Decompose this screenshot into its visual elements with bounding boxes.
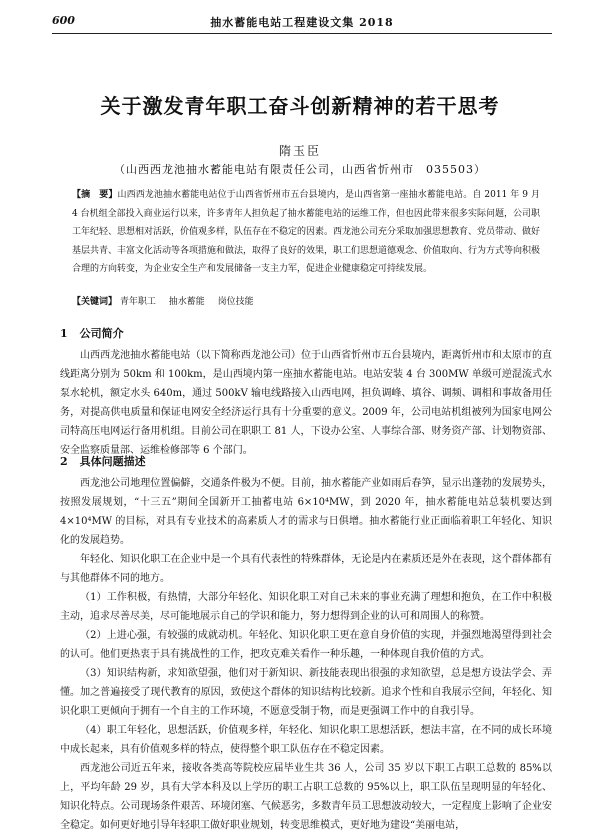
section-body xyxy=(60,346,552,460)
abstract xyxy=(72,186,540,279)
keyword: 青年职工 xyxy=(119,297,156,307)
paragraph: （2）上进心强，有较强的成就动机。年轻化、知识化职工更在意自身价值的实现，并强烈地渴望得到社会的认可。他们更热衷于具有挑战性的工作，把攻克难关看作一种乐趣，一种体现自我价值的方式。 xyxy=(60,630,552,660)
keyword: 抽水蓄能 xyxy=(168,297,205,307)
keywords-label: 【关键词】 xyxy=(72,297,118,307)
section-title: 公司简介 xyxy=(79,327,124,340)
section-heading xyxy=(60,453,146,469)
author-name: 隋玉臣 xyxy=(278,144,321,158)
paragraph: 年轻化、知识化职工在企业中是一个具有代表性的特殊群体，无论是内在素质还是外在表现，这个群体都有与其他群体不同的地方。 xyxy=(60,554,552,584)
running-header xyxy=(52,14,552,34)
paragraph: （4）职工年轻化，思想活跃，价值观多样，年轻化、知识化职工思想活跃，想法丰富，在不同的成长环境中成长起来，具有价值观多样的特点，使得整个职工队伍存在不稳定因素。 xyxy=(60,725,552,755)
article-title: 关于激发青年职工奋斗创新精神的若干思考 xyxy=(100,94,500,118)
abstract-label: 【摘 要】 xyxy=(72,190,118,200)
paragraph: （1）工作积极，有热情，大部分年轻化、知识化职工对自己未来的事业充满了理想和抱负，在工作中积极主动，追求尽善尽美，尽可能地展示自己的学识和能力，努力想得到企业的认可和周围人的称赞。 xyxy=(60,592,552,622)
author-affiliation: （山西西龙池抽水蓄能电站有限责任公司，山西省忻州市 035503） xyxy=(114,163,486,176)
paragraph: 西龙池公司近五年来，接收各类高等院校应届毕业生共 36 人，公司 35 岁以下职工占职工总数的 85%以上，平均年龄 29 岁，具有大学本科及以上学历的职工占职工总数的 95%以上，职工队伍呈现明显的年轻化、知识化特点。公司现场条件艰苦、环境闭塞、气候恶劣，多数青年员工思想波动较大，一定程度上影响了企业安全稳定。如何更好地引导年轻职工做好职业规划，转变思维模式，更好地为建设“美丽电站， xyxy=(60,763,552,831)
paragraph: 山西西龙池抽水蓄能电站（以下简称西龙池公司）位于山西省忻州市五台县境内，距离忻州市和太原市的直线距离分别为 50km 和 100km，是山西境内第一座抽水蓄能电站。电站安装 4 台 300MW 单级可逆混流式水泵水轮机，额定水头 640m，通过 500kV 输电线路接入山西电网，担负调峰、填谷、调频、调相和事故备用任务，对提高供电质量和保证电网安全经济运行具有十分重要的意义。2009 年，公司电站机组被列为国家电网公司特高压电网运行备用机组。目前公司在职职工 81 人，下设办公室、人事综合部、财务资产部、计划物资部、安全监察质量部、运维检修部等 6 个部门。 xyxy=(60,350,552,456)
section-number: 2 xyxy=(60,455,68,468)
section-number: 1 xyxy=(60,327,68,340)
section-body xyxy=(60,474,552,835)
running-title: 抽水蓄能电站工程建设文集 2018 xyxy=(210,16,394,29)
section-heading xyxy=(60,325,124,341)
paragraph: （3）知识结构新，求知欲望强，他们对于新知识、新技能表现出很强的求知欲望，总是想方设法学会、弄懂。加之普遍接受了现代教育的原因，致使这个群体的知识结构比较新。追求个性和自我展示空间，年轻化、知识化职工更倾向于拥有一个自主的工作环境，不愿意受制于物，而是更强调工作中的自我引导。 xyxy=(60,668,552,717)
section-title: 具体问题描述 xyxy=(79,455,146,468)
keyword: 岗位技能 xyxy=(217,297,254,307)
paragraph: 西龙池公司地理位置偏僻，交通条件极为不便。目前，抽水蓄能产业如雨后春笋，显示出蓬勃的发展势头，按照发展规划，“十三五”期间全国新开工抽蓄电站 6×10⁴MW，到 2020 年，抽水蓄能电站总装机要达到 4×10⁴MW 的目标，对具有专业技术的高素质人才的需求与日俱增。抽水蓄能行业正面临着职工年轻化、知识化的发展趋势。 xyxy=(60,478,552,546)
header-rule xyxy=(52,33,552,34)
abstract-text: 山西西龙池抽水蓄能电站位于山西省忻州市五台县境内，是山西省第一座抽水蓄能电站。自 2011 年 9 月 4 台机组全部投入商业运行以来，许多青年人担负起了抽水蓄能电站的运维工作，但也因此带来很多实际问题，公司职工年纪轻、思想相对活跃，价值观多样，队伍存在不稳定的因素。西龙池公司充分采取加强思想教育、党员带动、做好基层共青、丰富文化活动等各项措施和做法，取得了良好的效果，职工们思想道德观念、价值取向、行为方式等向积极合理的方向转变，为企业安全生产和发展储备一支主力军，促进企业健康稳定可持续发展。 xyxy=(72,190,541,274)
keywords xyxy=(72,295,540,309)
page-number: 600 xyxy=(52,14,75,27)
